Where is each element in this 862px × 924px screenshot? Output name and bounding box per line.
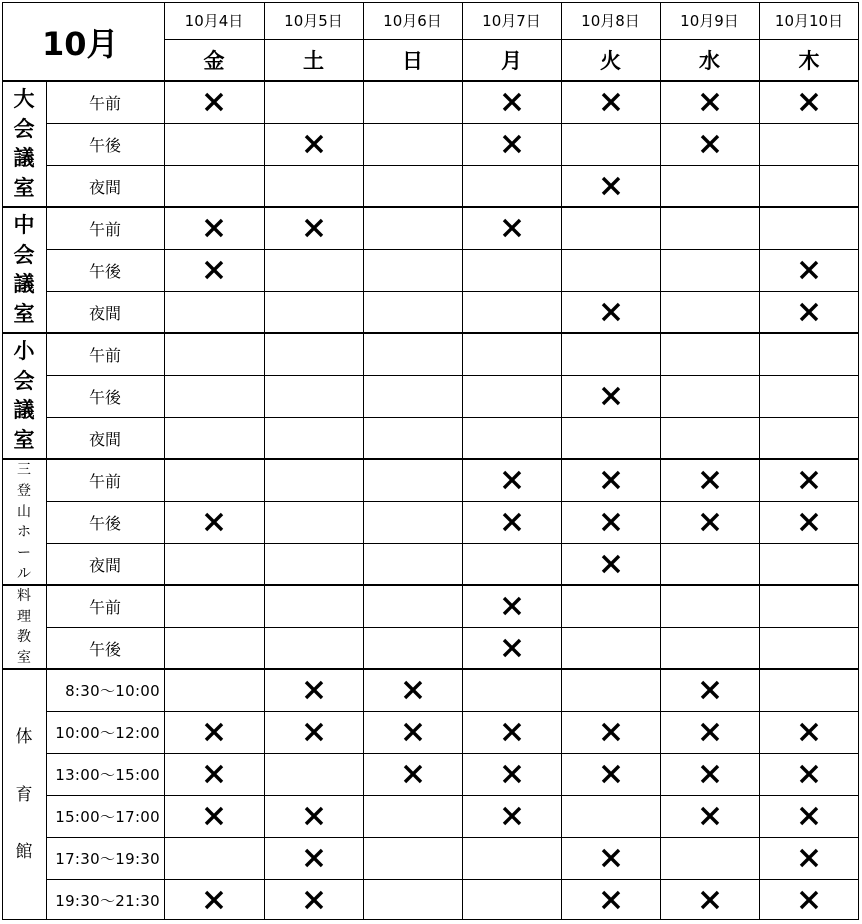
schedule-cell[interactable]	[363, 123, 462, 165]
booked-x-icon	[601, 722, 621, 742]
booked-x-icon	[502, 512, 522, 532]
booked-x-icon	[700, 134, 720, 154]
row-rule	[46, 711, 859, 712]
schedule-cell[interactable]	[264, 627, 363, 669]
column-rule	[759, 2, 760, 920]
schedule-cell[interactable]	[264, 711, 363, 753]
group-rule	[2, 206, 859, 208]
schedule-cell[interactable]	[164, 711, 264, 753]
date-header: 10月7日	[482, 12, 541, 30]
schedule-cell[interactable]	[164, 375, 264, 417]
schedule-cell[interactable]	[164, 81, 264, 123]
schedule-cell[interactable]	[561, 795, 660, 837]
schedule-cell[interactable]	[759, 417, 859, 459]
schedule-cell[interactable]	[164, 207, 264, 249]
schedule-cell[interactable]	[164, 669, 264, 711]
schedule-cell[interactable]	[264, 795, 363, 837]
column-rule	[561, 2, 562, 920]
schedule-cell[interactable]	[264, 543, 363, 585]
booked-x-icon	[502, 596, 522, 616]
schedule-cell[interactable]	[660, 585, 759, 627]
schedule-cell[interactable]	[462, 879, 561, 921]
schedule-cell[interactable]	[660, 249, 759, 291]
schedule-cell[interactable]	[264, 123, 363, 165]
schedule-cell[interactable]	[561, 585, 660, 627]
booked-x-icon	[204, 806, 224, 826]
schedule-cell[interactable]	[164, 585, 264, 627]
room-name-char: 料	[17, 588, 31, 604]
row-rule	[46, 249, 859, 250]
column-rule	[264, 2, 265, 920]
outer-border-top	[2, 2, 859, 3]
booked-x-icon	[304, 806, 324, 826]
time-slot-label: 午後	[88, 261, 121, 281]
schedule-cell[interactable]	[660, 543, 759, 585]
weekday-header: 火	[600, 49, 621, 73]
booked-x-icon	[799, 806, 819, 826]
schedule-cell[interactable]	[759, 249, 859, 291]
schedule-cell[interactable]	[759, 501, 859, 543]
booked-x-icon	[601, 512, 621, 532]
room-name	[2, 81, 46, 207]
room-name-char: 登	[17, 482, 31, 499]
schedule-cell[interactable]	[462, 123, 561, 165]
booked-x-icon	[304, 134, 324, 154]
schedule-cell[interactable]	[660, 291, 759, 333]
schedule-cell[interactable]	[363, 753, 462, 795]
room-name-char: 室	[17, 649, 31, 666]
row-rule	[46, 879, 859, 880]
booked-x-icon	[601, 386, 621, 406]
group-rule	[2, 332, 859, 334]
weekday-header: 金	[203, 49, 225, 73]
header-bottom-rule	[2, 80, 859, 82]
booked-x-icon	[799, 848, 819, 868]
time-slot-label: 午前	[88, 93, 121, 113]
schedule-cell[interactable]	[561, 837, 660, 879]
schedule-cell[interactable]	[759, 837, 859, 879]
schedule-cell[interactable]	[264, 753, 363, 795]
booked-x-icon	[601, 554, 621, 574]
schedule-cell[interactable]	[363, 291, 462, 333]
schedule-cell[interactable]	[164, 333, 264, 375]
schedule-cell[interactable]	[264, 459, 363, 501]
room-name-char: 体	[15, 727, 33, 748]
header-divider	[164, 39, 859, 40]
booked-x-icon	[799, 764, 819, 784]
weekday-header: 土	[303, 49, 324, 73]
schedule-cell[interactable]	[164, 501, 264, 543]
time-slot-label: 8:30～10:00	[65, 681, 160, 700]
schedule-cell[interactable]	[164, 417, 264, 459]
row-rule	[46, 627, 859, 628]
schedule-cell[interactable]	[363, 165, 462, 207]
schedule-cell[interactable]	[561, 291, 660, 333]
schedule-cell[interactable]	[759, 375, 859, 417]
schedule-cell[interactable]	[462, 81, 561, 123]
date-header: 10月6日	[383, 12, 442, 30]
room-name	[2, 669, 46, 921]
time-slot-label: 19:30～21:30	[55, 891, 160, 910]
row-rule	[46, 375, 859, 376]
schedule-cell[interactable]	[363, 795, 462, 837]
schedule-cell[interactable]	[561, 501, 660, 543]
schedule-cell[interactable]	[462, 249, 561, 291]
schedule-cell[interactable]	[462, 291, 561, 333]
schedule-cell[interactable]	[561, 753, 660, 795]
schedule-cell[interactable]	[363, 501, 462, 543]
booked-x-icon	[700, 92, 720, 112]
schedule-cell[interactable]	[264, 837, 363, 879]
booked-x-icon	[502, 92, 522, 112]
time-slot-label: 10:00～12:00	[55, 723, 160, 742]
schedule-cell[interactable]	[660, 627, 759, 669]
time-slot-label: 夜間	[88, 429, 121, 449]
schedule-cell[interactable]	[561, 459, 660, 501]
schedule-cell[interactable]	[363, 879, 462, 921]
weekday-header: 日	[402, 49, 423, 73]
room-name-char: 室	[13, 175, 35, 200]
booked-x-icon	[601, 848, 621, 868]
booked-x-icon	[204, 512, 224, 532]
room-name-char: 議	[13, 398, 35, 423]
room-name	[2, 585, 46, 669]
booked-x-icon	[799, 302, 819, 322]
row-rule	[46, 795, 859, 796]
schedule-cell[interactable]	[164, 165, 264, 207]
date-header: 10月9日	[680, 12, 739, 30]
schedule-cell[interactable]	[164, 249, 264, 291]
schedule-cell[interactable]	[462, 417, 561, 459]
schedule-cell[interactable]	[660, 879, 759, 921]
time-slot-label: 午前	[88, 597, 121, 617]
schedule-cell[interactable]	[660, 837, 759, 879]
schedule-cell[interactable]	[561, 81, 660, 123]
schedule-cell[interactable]	[462, 375, 561, 417]
schedule-cell[interactable]	[759, 207, 859, 249]
schedule-cell[interactable]	[264, 81, 363, 123]
column-rule	[164, 2, 165, 920]
schedule-cell[interactable]	[759, 669, 859, 711]
date-header: 10月10日	[774, 12, 844, 30]
schedule-cell[interactable]	[164, 879, 264, 921]
row-rule	[46, 753, 859, 754]
booked-x-icon	[700, 470, 720, 490]
group-rule	[2, 458, 859, 460]
column-rule	[363, 2, 364, 920]
schedule-cell[interactable]	[660, 375, 759, 417]
room-name-char: 室	[13, 301, 35, 326]
room-name-char: 山	[17, 503, 31, 520]
schedule-cell[interactable]	[660, 795, 759, 837]
schedule-cell[interactable]	[462, 711, 561, 753]
booked-x-icon	[502, 218, 522, 238]
row-rule	[46, 291, 859, 292]
schedule-cell[interactable]	[264, 585, 363, 627]
room-name	[2, 333, 46, 459]
booked-x-icon	[700, 512, 720, 532]
booked-x-icon	[700, 890, 720, 910]
schedule-cell[interactable]	[363, 543, 462, 585]
booked-x-icon	[204, 218, 224, 238]
schedule-cell[interactable]	[561, 207, 660, 249]
schedule-cell[interactable]	[164, 795, 264, 837]
schedule-cell[interactable]	[462, 501, 561, 543]
booked-x-icon	[799, 512, 819, 532]
date-header: 10月5日	[284, 12, 343, 30]
schedule-cell[interactable]	[363, 669, 462, 711]
time-slot-label: 夜間	[88, 555, 121, 575]
booked-x-icon	[700, 722, 720, 742]
time-slot-label: 午前	[88, 219, 121, 239]
booked-x-icon	[799, 260, 819, 280]
room-name-char: ホ	[17, 524, 31, 541]
schedule-cell[interactable]	[164, 753, 264, 795]
booked-x-icon	[601, 764, 621, 784]
schedule-cell[interactable]	[264, 333, 363, 375]
schedule-cell[interactable]	[759, 333, 859, 375]
schedule-cell[interactable]	[660, 207, 759, 249]
schedule-cell[interactable]	[561, 333, 660, 375]
date-header: 10月8日	[581, 12, 640, 30]
schedule-cell[interactable]	[759, 753, 859, 795]
schedule-cell[interactable]	[462, 543, 561, 585]
schedule-cell[interactable]	[264, 291, 363, 333]
schedule-cell[interactable]	[264, 417, 363, 459]
time-slot-label: 午前	[88, 345, 121, 365]
schedule-cell[interactable]	[363, 375, 462, 417]
booked-x-icon	[204, 764, 224, 784]
schedule-cell[interactable]	[363, 711, 462, 753]
row-rule	[46, 165, 859, 166]
schedule-cell[interactable]	[759, 123, 859, 165]
booked-x-icon	[799, 470, 819, 490]
schedule-cell[interactable]	[561, 417, 660, 459]
time-slot-label: 午前	[88, 471, 121, 491]
schedule-cell[interactable]	[561, 543, 660, 585]
schedule-cell[interactable]	[363, 585, 462, 627]
time-slot-label: 午後	[88, 135, 121, 155]
room-name-char: 大	[13, 87, 35, 112]
room-name	[2, 459, 46, 585]
room-name-char: 教	[17, 629, 31, 646]
schedule-cell[interactable]	[264, 669, 363, 711]
schedule-cell[interactable]	[462, 627, 561, 669]
room-name-char: 育	[15, 784, 33, 805]
schedule-cell[interactable]	[363, 207, 462, 249]
column-rule	[660, 2, 661, 920]
schedule-cell[interactable]	[759, 585, 859, 627]
booked-x-icon	[502, 722, 522, 742]
schedule-cell[interactable]	[561, 627, 660, 669]
outer-border-left	[2, 2, 3, 920]
schedule-cell[interactable]	[363, 249, 462, 291]
schedule-cell[interactable]	[660, 459, 759, 501]
booked-x-icon	[403, 722, 423, 742]
schedule-cell[interactable]	[561, 165, 660, 207]
booked-x-icon	[700, 764, 720, 784]
booked-x-icon	[304, 722, 324, 742]
row-rule	[46, 501, 859, 502]
schedule-cell[interactable]	[759, 291, 859, 333]
room-name-char: 議	[13, 146, 35, 171]
booked-x-icon	[601, 176, 621, 196]
booked-x-icon	[601, 92, 621, 112]
room-name-char: 室	[13, 427, 35, 452]
time-slot-label: 午後	[88, 387, 121, 407]
booked-x-icon	[304, 890, 324, 910]
schedule-cell[interactable]	[561, 711, 660, 753]
schedule-cell[interactable]	[759, 711, 859, 753]
time-slot-label: 夜間	[88, 177, 121, 197]
schedule-cell[interactable]	[759, 879, 859, 921]
schedule-cell[interactable]	[759, 543, 859, 585]
booked-x-icon	[304, 680, 324, 700]
schedule-cell[interactable]	[561, 879, 660, 921]
schedule-cell[interactable]	[363, 333, 462, 375]
schedule-cell[interactable]	[363, 81, 462, 123]
booked-x-icon	[700, 680, 720, 700]
room-name-char: 会	[13, 242, 35, 267]
schedule-cell[interactable]	[462, 669, 561, 711]
booked-x-icon	[502, 638, 522, 658]
room-name-char: 小	[13, 339, 35, 364]
schedule-cell[interactable]	[561, 249, 660, 291]
schedule-cell[interactable]	[660, 165, 759, 207]
row-rule	[46, 543, 859, 544]
booked-x-icon	[799, 92, 819, 112]
schedule-cell[interactable]	[462, 837, 561, 879]
schedule-cell[interactable]	[660, 81, 759, 123]
row-rule	[46, 837, 859, 838]
schedule-cell[interactable]	[462, 207, 561, 249]
schedule-cell[interactable]	[462, 585, 561, 627]
room-name-char: 中	[13, 213, 35, 238]
date-header: 10月4日	[184, 12, 244, 30]
schedule-cell[interactable]	[462, 165, 561, 207]
schedule-cell[interactable]	[264, 501, 363, 543]
schedule-cell[interactable]	[660, 669, 759, 711]
schedule-cell[interactable]	[660, 501, 759, 543]
booked-x-icon	[799, 722, 819, 742]
booked-x-icon	[403, 764, 423, 784]
weekday-header: 月	[501, 49, 522, 73]
room-name-char: 館	[15, 841, 33, 862]
schedule-cell[interactable]	[759, 795, 859, 837]
schedule-cell[interactable]	[164, 291, 264, 333]
schedule-cell[interactable]	[264, 165, 363, 207]
booked-x-icon	[502, 806, 522, 826]
schedule-cell[interactable]	[462, 333, 561, 375]
booked-x-icon	[700, 806, 720, 826]
room-name	[2, 207, 46, 333]
month-label: 10月	[42, 24, 119, 63]
column-rule	[462, 2, 463, 920]
schedule-cell[interactable]	[164, 627, 264, 669]
booked-x-icon	[502, 134, 522, 154]
time-slot-label: 午後	[88, 639, 121, 659]
weekday-header: 水	[699, 49, 720, 73]
schedule-cell[interactable]	[462, 459, 561, 501]
schedule-cell[interactable]	[363, 417, 462, 459]
booked-x-icon	[601, 470, 621, 490]
schedule-cell[interactable]	[264, 879, 363, 921]
schedule-cell[interactable]	[759, 627, 859, 669]
booked-x-icon	[204, 92, 224, 112]
booked-x-icon	[304, 218, 324, 238]
schedule-cell[interactable]	[660, 417, 759, 459]
schedule-cell[interactable]	[759, 81, 859, 123]
reservation-sheet	[2, 2, 859, 920]
schedule-cell[interactable]	[462, 795, 561, 837]
row-rule	[46, 417, 859, 418]
time-slot-label: 17:30～19:30	[55, 849, 160, 868]
schedule-cell[interactable]	[462, 753, 561, 795]
schedule-cell[interactable]	[660, 123, 759, 165]
schedule-cell[interactable]	[164, 837, 264, 879]
schedule-cell[interactable]	[264, 375, 363, 417]
schedule-cell[interactable]	[363, 459, 462, 501]
schedule-cell[interactable]	[660, 711, 759, 753]
schedule-cell[interactable]	[164, 123, 264, 165]
booked-x-icon	[204, 890, 224, 910]
outer-border-bottom	[2, 919, 859, 920]
group-rule	[2, 584, 859, 586]
row-rule	[46, 123, 859, 124]
time-slot-label: 午後	[88, 513, 121, 533]
schedule-cell[interactable]	[660, 333, 759, 375]
room-name-char: 議	[13, 272, 35, 297]
time-slot-label: 15:00～17:00	[55, 807, 160, 826]
schedule-cell[interactable]	[561, 123, 660, 165]
time-slot-label: 13:00～15:00	[55, 765, 160, 784]
group-rule	[2, 668, 859, 670]
room-name-char: 会	[13, 116, 35, 141]
schedule-cell[interactable]	[164, 459, 264, 501]
time-slot-label: 夜間	[88, 303, 121, 323]
schedule-cell[interactable]	[561, 669, 660, 711]
schedule-cell[interactable]	[363, 627, 462, 669]
booked-x-icon	[204, 260, 224, 280]
schedule-cell[interactable]	[363, 837, 462, 879]
room-name-char: 理	[17, 608, 31, 625]
schedule-cell[interactable]	[264, 249, 363, 291]
schedule-cell[interactable]	[561, 375, 660, 417]
schedule-cell[interactable]	[164, 543, 264, 585]
booked-x-icon	[601, 302, 621, 322]
room-name-char: ー	[17, 545, 31, 562]
schedule-cell[interactable]	[660, 753, 759, 795]
booked-x-icon	[502, 764, 522, 784]
booked-x-icon	[204, 722, 224, 742]
booked-x-icon	[601, 890, 621, 910]
room-name-char: 会	[13, 368, 35, 393]
schedule-cell[interactable]	[264, 207, 363, 249]
booked-x-icon	[799, 890, 819, 910]
schedule-cell[interactable]	[759, 165, 859, 207]
booked-x-icon	[502, 470, 522, 490]
booked-x-icon	[304, 848, 324, 868]
schedule-cell[interactable]	[759, 459, 859, 501]
room-name-char: ル	[17, 565, 31, 582]
outer-border-right	[858, 2, 859, 920]
room-name-char: 三	[17, 462, 31, 478]
booked-x-icon	[403, 680, 423, 700]
weekday-header: 木	[798, 49, 820, 73]
